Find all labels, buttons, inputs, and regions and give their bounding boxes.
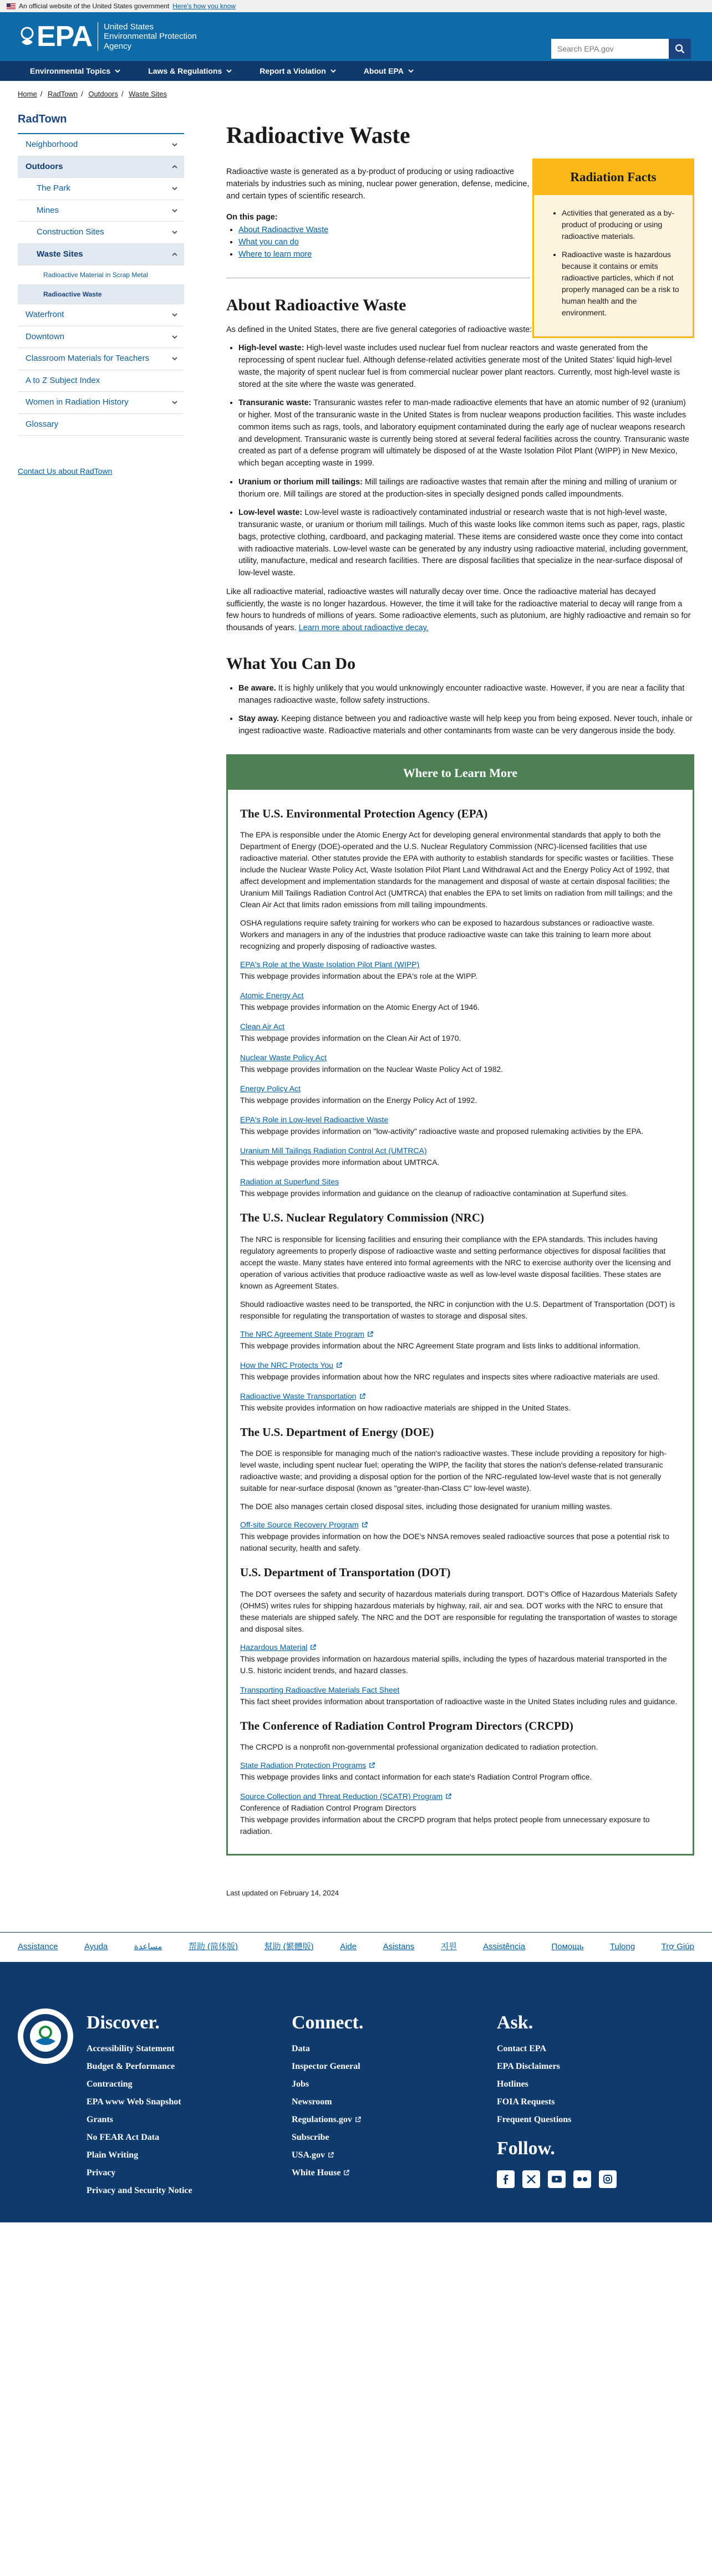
chevron-down-icon [329,67,337,75]
resource-link[interactable]: Energy Policy Act [240,1084,301,1093]
footer-heading: Ask. [497,2012,533,2033]
footer-discover [87,2008,286,2200]
resource-link[interactable]: Off-site Source Recovery Program [240,1519,368,1531]
external-link-icon [336,1362,342,1368]
chevron-down-icon [114,67,121,75]
instagram-icon[interactable] [599,2170,617,2188]
footer-link-frequent-questions[interactable]: Frequent Questions [497,2114,572,2124]
language-link[interactable]: Trợ Giúp [661,1942,694,1952]
resource-description: This fact sheet provides information about transportation of radioactive waste in the United States including rules and guidance. [240,1696,678,1706]
external-link-icon [328,2152,334,2158]
external-link-icon [343,2170,349,2176]
footer-link-contracting[interactable]: Contracting [87,2079,133,2089]
onpage-link-about[interactable]: About Radioactive Waste [238,226,329,235]
external-link-icon [445,1793,451,1800]
sidebar [18,105,184,1932]
radioactive-decay-link[interactable]: Learn more about radioactive decay. [298,623,429,633]
language-link[interactable]: Asistans [383,1942,415,1952]
footer-link-privacy-and-security-notice[interactable]: Privacy and Security Notice [87,2185,192,2195]
breadcrumb: Home / RadTown / Outdoors / Waste Sites [18,90,167,98]
footer-link-privacy[interactable]: Privacy [87,2168,116,2178]
action-item: • Be aware. It is highly unlikely that you would unknowingly encounter radioactive waste. However, if you are near a facility that manages radioactive waste, follow safety instructions. [238,683,694,707]
resource-description: This webpage provides information on the Atomic Energy Act of 1946. [240,1003,480,1012]
resource-description: This webpage provides information about how the NRC regulates and inspects sites where radioactive materials are used. [240,1372,660,1381]
resource-description: This webpage provides information on the Clean Air Act of 1970. [240,1034,461,1043]
resource-link[interactable]: State Radiation Protection Programs [240,1760,375,1771]
epa-seal-icon [22,2012,69,2060]
language-link[interactable]: Помощь [551,1942,584,1952]
sidebar-item-radioactive-waste[interactable] [18,285,184,304]
language-link[interactable]: Aide [340,1942,357,1952]
main-nav [0,61,712,81]
footer-link-inspector-general[interactable]: Inspector General [292,2061,360,2071]
fact-item: • Radioactive waste is hazardous because it contains or emits radioactive particles, which if not properly managed can be a risk to human health and the environment. [562,249,680,319]
nav-label: Report a Violation [260,66,326,75]
onpage-link-learn[interactable]: Where to learn more [238,249,312,259]
sidebar-item-the-park[interactable] [18,178,184,200]
sidebar-item-downtown[interactable] [18,326,184,349]
youtube-icon[interactable] [548,2170,566,2188]
sidebar-item-label: Glossary [26,419,59,429]
nav-label: About EPA [363,66,404,75]
waste-categories [226,343,694,580]
action-item: • Stay away. Keeping distance between you and radioactive waste will help keep you from being exposed. Never touch, inhale or ingest radioactive waste. Radioactive materials and other contaminants from waste can be very dangerous inside the body. [238,713,694,738]
category-item: • Low-level waste: Low-level waste is radioactively contaminated industrial or research waste that is not high-level waste, transuranic waste, or uranium or thorium mill tailings. Much of this waste looks like common items such as paper, rags, plastic bags, protective clothing, cardboard, and packaging material. These items are considered waste once they come into contact with radioactive materials. Low-level waste can be generated by any industry using radioactive material, including government, utility, manufacture, medical and research facilities. There are disposal facilities that specialize in the near-surface disposal of low-level waste. [238,507,694,580]
chevron-down-icon [171,398,179,406]
category-item: • Uranium or thorium mill tailings: Mill tailings are radioactive wastes that remain after the mining and milling of uranium or thorium ore. Mill tailings are stored at the production-sites in specially designed ponds called impoundments. [238,477,694,501]
sidebar-item-radioactive-material-in-scrap-metal[interactable] [18,265,184,285]
logo-line-2: Environmental Protection [104,32,197,42]
facebook-icon[interactable] [497,2170,515,2188]
language-link[interactable]: Assistência [483,1942,526,1952]
resource-description: This webpage provides information on how the DOE's NNSA removes sealed radioactive sources that pose a potential risk to national security, health and safety. [240,1532,669,1553]
org-heading: U.S. Department of Transportation (DOT) [240,1566,451,1580]
intro-text: Radioactive waste is generated as a by-product of producing or using radioactive materials by industries such as mining, nuclear power generation, defense, medicine, and certain types of scientific research. [226,167,530,201]
nav-label: Environmental Topics [30,66,111,75]
main-content [226,105,694,1932]
chevron-down-icon [171,141,179,149]
resource-link[interactable]: Clean Air Act [240,1022,285,1031]
sidebar-item-label: The Park [37,183,70,193]
contact-radtown-link[interactable]: Contact Us about RadTown [18,467,113,476]
logo-text-epa: EPA [37,21,93,53]
sidebar-item-label: Outdoors [26,161,63,171]
resource-item [240,1760,680,1783]
sidebar-item-a-to-z-subject-index[interactable] [18,370,184,392]
org-paragraph: The DOE is responsible for managing much of the nation's radioactive wastes. These include providing a repository for high-level waste, including spent nuclear fuel; operating the WIPP, the facility that stores the nation's defense-related transuranic radioactive waste; and providing a disposal option for the portion of the NRC-regulated low-level waste that is not generally suitable for near-surface disposal (known as "greater-than-Class C" low-level waste). [240,1449,667,1493]
resource-description: This webpage provides information about the NRC Agreement State program and lists links to additional information. [240,1341,640,1350]
org-paragraph: The EPA is responsible under the Atomic Energy Act for developing general environmental standards that apply to both the Department of Energy (DOE)-operated and the U.S. Nuclear Regulatory Commission (NRC)-licensed facilities that use radioactive material. Other statutes provide the EPA with authority to establish standards for specific wastes or facilities. These include the Nuclear Waste Policy Act, Waste Isolation Pilot Plant Land Withdrawal Act and the Energy Policy Act of 1992, that affect development and implementation standards for the management and disposal of waste at certain disposal facilities; the Uranium Mill Tailings Radiation Control Act (UMTRCA) that enables the EPA to set limits on radiation from mill tailings; and the Clean Air Act that limits radon emissions from mill tailing impoundments. [240,830,674,909]
external-link-icon [362,1522,368,1528]
resource-description: This webpage provides information on "low-activity" radioactive waste and proposed rulemaking activities by the EPA. [240,1127,644,1136]
footer-link-white-house[interactable]: White House [292,2164,491,2182]
chevron-down-icon [225,67,233,75]
resource-description: This webpage provides links and contact information for each state's Radiation Control Program office. [240,1772,592,1782]
footer-link-subscribe[interactable]: Subscribe [292,2132,329,2142]
about-closing: Like all radioactive material, radioactive wastes will naturally decay over time. Once the radioactive material has decayed sufficiently, the waste is no longer hazardous. However, the time it will take for the radioactive material to decay will range from a few hours to hundreds of millions of years. Some radioactive elements, such as plutonium, are highly radioactive and remain so for thousands of years. Learn more about radioactive decay. [226,587,691,633]
breadcrumb-waste-sites[interactable]: Waste Sites [129,90,167,98]
footer-link-grants[interactable]: Grants [87,2114,113,2124]
resource-link[interactable]: Transporting Radioactive Materials Fact Sheet [240,1685,400,1694]
footer-link-foia-requests[interactable]: FOIA Requests [497,2097,555,2107]
org-heading: The U.S. Environmental Protection Agency (EPA) [240,806,488,820]
sidebar-item-glossary[interactable] [18,414,184,436]
resource-description: This webpage provides information on the Nuclear Waste Policy Act of 1982. [240,1065,504,1074]
org-paragraph: The DOE also manages certain closed disposal sites, including those designated for uranium milling wastes. [240,1502,612,1511]
on-this-page-label: On this page: [226,212,278,222]
sidebar-item-neighborhood[interactable] [18,134,184,156]
onpage-link-what[interactable]: What you can do [238,238,299,247]
resource-link[interactable]: Nuclear Waste Policy Act [240,1053,327,1062]
sidebar-item-label: Classroom Materials for Teachers [26,354,150,363]
sidebar-item-waste-sites[interactable] [18,244,184,266]
resource-item [240,1519,680,1554]
language-link[interactable]: 幫助 (繁體版) [264,1942,314,1952]
gov-banner [0,0,712,12]
sidebar-item-label: A to Z Subject Index [26,375,100,385]
chevron-down-icon [171,228,179,236]
resource-link[interactable]: Uranium Mill Tailings Radiation Control Act (UMTRCA) [240,1146,427,1156]
sidebar-item-label: Downtown [26,331,65,341]
epa-logo[interactable] [18,15,197,58]
language-link[interactable]: 帮助 (简体版) [188,1942,238,1952]
footer-link-plain-writing[interactable]: Plain Writing [87,2150,139,2160]
footer-link-hotlines[interactable]: Hotlines [497,2079,528,2089]
footer-heading: Connect. [292,2012,364,2033]
category-item: • Transuranic waste: Transuranic wastes refer to man-made radioactive elements that have an atomic number of 92 (uranium) or higher. Most of the transuranic waste in the United States is from nuclear weapons production facilities. This waste includes common items such as rags, tools, and laboratory equipment contaminated during the early age of nuclear weapons research and development. Transuranic waste is currently being stored at several federal facilities across the country. Transuranic waste created as part of a defense program will ultimately be disposed of at the Waste Isolation Pilot Plant (WIPP) in New Mexico, which began accepting waste in 1999. [238,397,694,470]
facts-title: Radiation Facts [534,160,693,195]
resource-link[interactable]: Hazardous Material [240,1642,316,1653]
footer-link-newsroom[interactable]: Newsroom [292,2097,332,2107]
site-header [0,12,712,61]
org-paragraph: The NRC is responsible for licensing facilities and ensuring their compliance with the EPA standards. This includes having regulatory agreements to properly dispose of radioactive waste and setting performance objectives for disposal facilities that accept the waste. Many states have entered into formal agreements with the NRC to exercise authority over the licensing and operation of various activities that produce radioactive waste as well as low-level waste disposal facilities. These states are known as Agreement States. [240,1234,671,1290]
resource-link[interactable]: Radioactive Waste Transportation [240,1391,365,1402]
sidebar-item-construction-sites[interactable] [18,222,184,244]
org-heading: The U.S. Department of Energy (DOE) [240,1425,434,1439]
site-search [551,39,691,59]
external-link-icon [369,1762,375,1769]
nav-about-epa[interactable] [350,65,428,77]
resource-description: Conference of Radiation Control Program Directors This webpage provides information about the CRCPD program that helps protect people from unnecessary exposure to radiation. [240,1803,650,1836]
language-bar [0,1932,712,1962]
footer-link-contact-epa[interactable]: Contact EPA [497,2043,547,2053]
footer-link-jobs[interactable]: Jobs [292,2079,309,2089]
chevron-down-icon [171,333,179,341]
org-heading: The Conference of Radiation Control Program Directors (CRCPD) [240,1719,573,1732]
footer-link-epa-www-web-snapshot[interactable]: EPA www Web Snapshot [87,2097,181,2107]
resource-description: This webpage provides information about the EPA's role at the WIPP. [240,972,477,981]
what-you-can-do-list [226,683,694,738]
resource-link[interactable]: Atomic Energy Act [240,991,304,1000]
sidebar-item-label: Waterfront [26,310,64,319]
footer-link-regulations-gov[interactable]: Regulations.gov [292,2111,491,2129]
site-footer [0,1962,712,2222]
resource-link[interactable]: EPA's Role in Low-level Radioactive Waste [240,1115,389,1125]
what-you-can-do-heading: What You Can Do [226,654,356,673]
footer-heading: Discover. [87,2012,160,2033]
search-input[interactable] [551,39,669,59]
breadcrumb-home[interactable]: Home [18,90,37,98]
gov-banner-text: An official website of the United States government [19,2,170,10]
chevron-down-icon [407,67,415,75]
heres-how-you-know-link[interactable]: Here's how you know [172,2,236,10]
resource-item [240,1114,680,1137]
resource-item [240,1391,680,1414]
sidebar-item-label: Women in Radiation History [26,397,129,407]
resource-link[interactable]: Source Collection and Threat Reduction (SCATR) Program [240,1791,451,1802]
language-link[interactable]: Assistance [18,1942,58,1952]
resource-description: This website provides information on how radioactive materials are shipped in the United States. [240,1403,571,1412]
footer-link-usa-gov[interactable]: USA.gov [292,2146,491,2164]
sidebar-item-mines[interactable] [18,200,184,222]
chevron-up-icon [171,163,179,171]
resource-item [240,1328,680,1352]
footer-link-data[interactable]: Data [292,2043,310,2053]
logo-line-1: United States [104,22,154,32]
logo-agency-name [98,22,197,51]
footer-link-no-fear-act-data[interactable]: No FEAR Act Data [87,2132,160,2142]
external-link-icon [359,1393,365,1399]
resource-item [240,1791,680,1837]
resource-item [240,1176,680,1199]
epa-logo-mark [18,15,92,58]
search-button[interactable] [669,39,691,59]
language-link[interactable]: Ayuda [84,1942,108,1952]
chevron-down-icon [171,207,179,214]
resource-description: This webpage provides information on the Energy Policy Act of 1992. [240,1096,477,1105]
x-twitter-icon[interactable] [522,2170,540,2188]
resource-item [240,1642,680,1677]
resource-description: This webpage provides more information about UMTRCA. [240,1158,440,1167]
last-updated: Last updated on February 14, 2024 [226,1889,339,1898]
breadcrumb-outdoors[interactable]: Outdoors [88,90,118,98]
resource-description: This webpage provides information and guidance on the cleanup of radioactive contamination at Superfund sites. [240,1189,628,1198]
resource-item [240,959,680,982]
sidebar-item-classroom-materials-for-teachers[interactable] [18,348,184,370]
sidebar-item-label: Neighborhood [26,140,78,149]
us-flag-icon [7,3,16,9]
external-link-icon [310,1644,316,1650]
org-paragraph: The DOT oversees the safety and security of hazardous materials during transport. DOT's Office of Hazardous Materials Safety (OHMS) writes rules for shipping hazardous materials by highway, rail, air and sea. DOT works with the NRC to ensure that these materials are shipped safely. The NRC and the DOT are responsible for regulating the transportation of wastes to storage and disposal sites. [240,1589,678,1633]
resource-item [240,1684,680,1708]
external-link-icon [355,2117,361,2123]
footer-link-budget-performance[interactable]: Budget & Performance [87,2061,175,2071]
sidebar-item-label: Radioactive Waste [43,290,102,298]
nav-label: Laws & Regulations [148,66,222,75]
resource-item [240,1145,680,1168]
nav-laws-regulations[interactable] [135,65,246,77]
org-paragraph: Should radioactive wastes need to be transported, the NRC in conjunction with the U.S. Department of Transportation (DOT) is responsible for regulating the transportation of wastes to storage and disposal sites. [240,1299,675,1320]
chevron-down-icon [171,355,179,362]
breadcrumb-radtown[interactable]: RadTown [47,90,78,98]
resource-link[interactable]: Radiation at Superfund Sites [240,1177,339,1187]
where-to-learn-more-box [226,754,694,1856]
social-links [497,2170,680,2188]
nav-environmental-topics[interactable] [18,65,135,77]
sidebar-item-label: Radioactive Material in Scrap Metal [43,271,148,279]
fact-item: • Activities that generated as a by-product of producing or using radioactive materials. [562,207,680,242]
sidebar-item-women-in-radiation-history[interactable] [18,392,184,414]
sidebar-item-label: Construction Sites [37,227,104,237]
footer-connect [292,2008,491,2182]
resource-link[interactable]: The NRC Agreement State Program [240,1328,373,1340]
page-title: Radioactive Waste [226,123,410,149]
org-heading: The U.S. Nuclear Regulatory Commission (NRC) [240,1211,485,1225]
resource-item [240,1083,680,1106]
epa-flower-icon [18,25,37,48]
search-icon [675,44,685,54]
footer-ask [497,2008,680,2188]
language-link[interactable]: Tulong [609,1942,635,1952]
sidebar-item-outdoors[interactable] [18,156,184,178]
resource-link[interactable]: EPA's Role at the Waste Isolation Pilot Plant (WIPP) [240,960,420,969]
chevron-down-icon [171,311,179,319]
sidebar-item-label: Mines [37,205,59,215]
resource-description: This webpage provides information on hazardous material spills, including the types of hazardous material transported in the U.S. historic incident trends, and hazard classes. [240,1654,667,1675]
epa-seal-logo [18,2008,73,2064]
resource-item [240,1052,680,1075]
resource-item [240,1021,680,1044]
footer-follow-heading: Follow. [497,2138,555,2159]
radiation-facts-box [532,159,694,338]
footer-link-accessibility-statement[interactable]: Accessibility Statement [87,2043,175,2053]
learn-heading: Where to Learn More [228,756,693,790]
nav-report-violation[interactable] [246,65,350,77]
chevron-down-icon [171,185,179,192]
resource-link[interactable]: How the NRC Protects You [240,1359,342,1371]
sidebar-item-label: Waste Sites [37,249,83,259]
chevron-up-icon [171,251,179,258]
resource-item [240,1359,680,1383]
footer-link-epa-disclaimers[interactable]: EPA Disclaimers [497,2061,560,2071]
language-link[interactable]: مساعدة [134,1942,162,1952]
sidebar-title: RadTown [18,111,184,134]
sidebar-item-waterfront[interactable] [18,304,184,326]
org-paragraph: OSHA regulations require safety training for workers who can be exposed to hazardous substances or radioactive waste. Workers and managers in any of the industries that produce radioactive waste can take this training to learn more about recognizing and properly disposing of radioactive wastes. [240,918,655,951]
resource-item [240,990,680,1013]
org-paragraph: The CRCPD is a nonprofit non-governmental professional organization dedicated to radiation protection. [240,1742,598,1752]
external-link-icon [367,1331,373,1337]
flickr-icon[interactable] [573,2170,591,2188]
about-heading: About Radioactive Waste [226,295,406,314]
logo-line-3: Agency [104,41,132,51]
category-item: • High-level waste: High-level waste includes used nuclear fuel from nuclear reactors and waste generated from the reprocessing of spent nuclear fuel. Although defense-related activities generate most of the United States' liquid high-level waste, the majority of spent nuclear fuel is from commercial nuclear power plant reactors. Currently, most high-level waste is stored at the site where the waste was generated. [238,343,694,391]
about-lead: As defined in the United States, there are five general categories of radioactive waste: [226,325,532,334]
language-link[interactable]: 지원 [440,1942,457,1952]
